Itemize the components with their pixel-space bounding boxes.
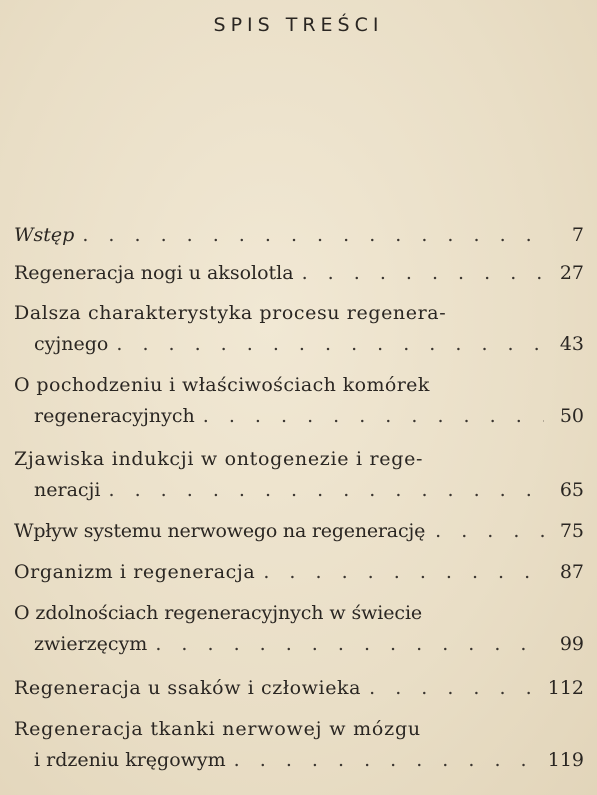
dot-leader: [435, 514, 544, 549]
toc-entry-line: [14, 296, 584, 331]
toc-entry-title-continued: neracji: [34, 479, 101, 501]
toc-entry: [14, 555, 584, 590]
toc-entry-title: Regeneracja u ssaków i człowieka: [14, 677, 362, 699]
toc-entry-line: [14, 256, 584, 291]
dot-leader: [234, 743, 542, 778]
toc-entry: [14, 256, 584, 291]
toc-entry-title: Wpływ systemu nerwowego na regenerację: [14, 520, 426, 542]
toc-entry: [14, 596, 584, 662]
toc-entry: [14, 671, 584, 706]
toc-entry-line: [14, 327, 584, 362]
toc-entry-line: [14, 596, 584, 631]
toc-entry-line: [14, 399, 584, 434]
toc-entry-line: [14, 368, 584, 403]
dot-leader: [82, 218, 544, 253]
toc-entry-line: [14, 627, 584, 662]
toc-page-number: 27: [559, 262, 584, 284]
toc-entry-title: O zdolnościach regeneracyjnych w świecie: [14, 602, 423, 624]
dot-leader: [116, 327, 544, 362]
toc-entry-title-continued: cyjnego: [34, 333, 109, 355]
table-of-contents: [14, 0, 584, 795]
dot-leader: [302, 256, 544, 291]
toc-page-number: 65: [559, 479, 584, 501]
toc-entry: [14, 712, 584, 778]
toc-entry-title: Dalsza charakterystyka procesu regenera-: [14, 302, 447, 324]
toc-entry-title: Regeneracja tkanki nerwowej w mózgu: [14, 718, 421, 740]
toc-entry-line: [14, 671, 584, 706]
dot-leader: [203, 399, 544, 434]
toc-entry-title: Organizm i regeneracja: [14, 561, 256, 583]
toc-entry-line: [14, 555, 584, 590]
toc-entry: [14, 218, 584, 253]
toc-page-number: 75: [559, 520, 584, 542]
toc-entry-title-continued: zwierzęcym: [34, 633, 148, 655]
toc-entry-line: [14, 712, 584, 747]
toc-page-number: 99: [559, 633, 584, 655]
toc-entry: [14, 296, 584, 362]
toc-page-number: 112: [547, 677, 584, 699]
dot-leader: [155, 627, 544, 662]
toc-entry-title-continued: i rdzeniu kręgowym: [34, 749, 226, 771]
page-heading: SPIS TREŚCI: [213, 14, 384, 36]
toc-page-number: 119: [547, 749, 584, 771]
toc-entry-line: [14, 743, 584, 778]
toc-page-number: 7: [571, 224, 584, 246]
toc-entry: [14, 442, 584, 508]
toc-entry-line: [14, 442, 584, 477]
toc-entry-line: [14, 514, 584, 549]
dot-leader: [109, 473, 545, 508]
toc-entry-line: [14, 218, 584, 253]
toc-entry-line: [14, 473, 584, 508]
toc-page-number: 50: [559, 405, 584, 427]
toc-entry-title: Regeneracja nogi u aksolotla: [14, 262, 294, 284]
dot-leader: [263, 555, 544, 590]
toc-entry-title: O pochodzeniu i właściwościach komórek: [14, 374, 430, 396]
toc-entry-title-continued: regeneracyjnych: [34, 405, 195, 427]
toc-entry: [14, 514, 584, 549]
toc-entry-title: Wstęp: [14, 224, 75, 246]
toc-page-number: 43: [559, 333, 584, 355]
toc-entry: [14, 368, 584, 434]
toc-entry-title: Zjawiska indukcji w ontogenezie i rege-: [14, 448, 424, 470]
dot-leader: [369, 671, 542, 706]
toc-page-number: 87: [559, 561, 584, 583]
